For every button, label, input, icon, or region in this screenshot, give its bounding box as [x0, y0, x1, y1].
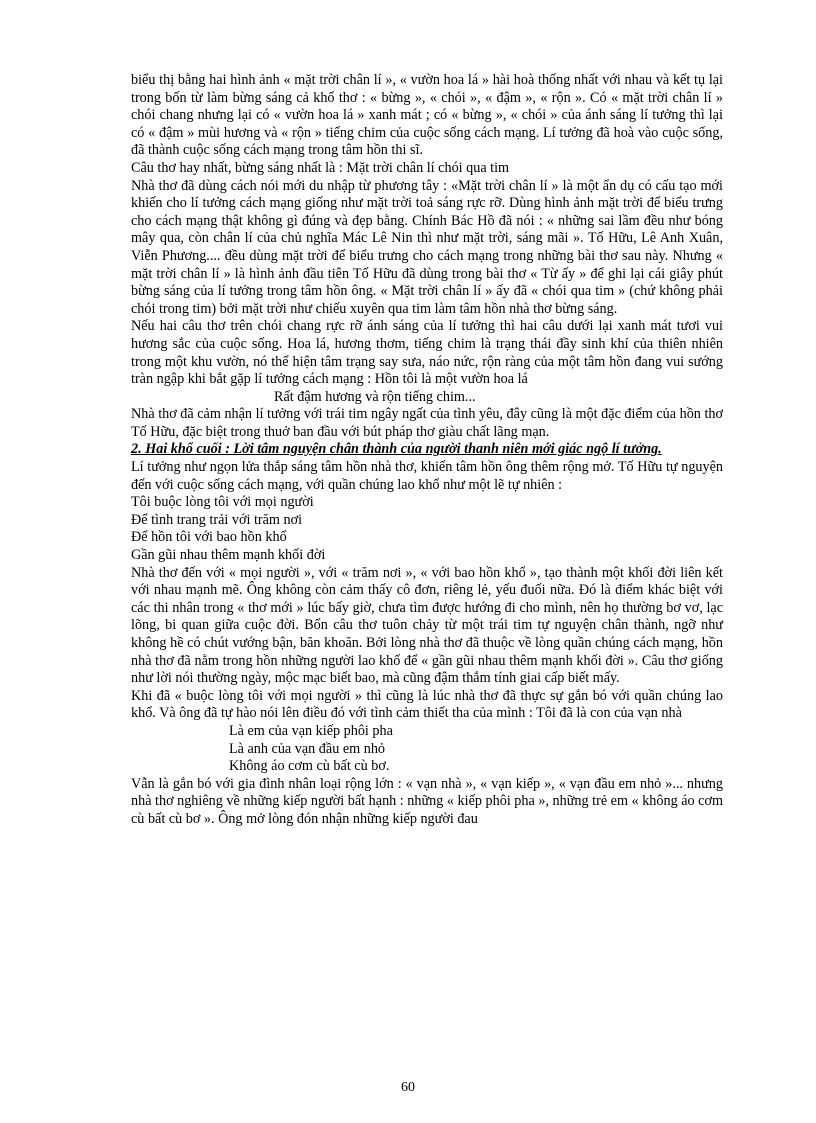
poem-line: Không áo cơm cù bất cù bơ. — [229, 758, 390, 775]
section-heading: 2. Hai khổ cuối : Lời tâm nguyện chân thành của người thanh niên mới giác ngộ lí tưởng. — [131, 441, 662, 458]
paragraph-8: Khi đã « buộc lòng tôi với mọi người » thì cũng là lúc nhà thơ đã thực sự gắn bó với quần chúng lao khổ. Và ông đã tự hào nói lên điều đó với tình cảm thiết tha của mình : Tôi đã là con của vạn nhà — [131, 687, 723, 722]
poem-line: Tôi buộc lòng tôi với mọi người — [131, 494, 314, 511]
paragraph-1: biểu thị bằng hai hình ảnh « mặt trời chân lí », « vườn hoa lá » hài hoà thống nhất với nhau và kết tụ lại trong bốn từ làm bừng sáng cả khổ thơ : « bừng », « chói », « đậm », « rộn ». Có « mặt trời chân lí » chói chang nhưng lại có « vườn hoa lá » xanh mát ; có « bừng », « chói » của ánh sáng lí tưởng thì lại có « đậm » mùi hương và « rộn » tiếng chim của cuộc sống cách mạng. Lí tưởng đã hoà vào cuộc sống, đã thành cuộc sống cách mạng trong tâm hồn thi sĩ. — [131, 72, 723, 159]
poem-line: Để hồn tôi với bao hồn khổ — [131, 529, 287, 546]
paragraph-4: Nếu hai câu thơ trên chói chang rực rỡ ánh sáng của lí tưởng thì hai câu dưới lại xanh mát tươi vui hương sắc của cuộc sống. Hoa lá, hương thơm, tiếng chim là trạng thái đầy sinh khí của thiên nhiên trong một khu vườn, nó thể hiện tâm trạng say sưa, náo nức, rộn ràng của một tâm hồn đang vui sướng tràn ngập khi bắt gặp lí tưởng cách mạng : Hồn tôi là một vườn hoa lá — [131, 318, 723, 388]
page-number: 60 — [401, 1080, 415, 1095]
paragraph-7: Nhà thơ đến với « mọi người », với « trăm nơi », « với bao hồn khổ », tạo thành một khối đời liên kết với nhau mạnh mẽ. Ông không còn cảm thấy cô đơn, riêng lẻ, yếu đuối nữa. Đó là điểm khác biệt với các thi nhân trong « thơ mới » lúc bấy giờ, chưa tìm được hướng đi cho mình, nên họ thường bơ vơ, lạc lõng, bi quan giữa cuộc đời. Bốn câu thơ tuôn chảy từ một trái tim tự nguyện chân thành, ngỡ như không hề có chút vướng bận, băn khoăn. Bởi lòng nhà thơ đã thuộc về lòng quần chúng cách mạng, hồn nhà thơ đã nằm trong hồn những người lao khổ để « gần gũi nhau thêm mạnh khối đời ». Câu thơ giống như lời nói thường ngày, mộc mạc biết bao, mà cũng đậm thắm tính giai cấp biết mấy. — [131, 564, 723, 687]
document-body — [131, 72, 723, 829]
poem-line: Là anh của vạn đầu em nhỏ — [229, 740, 386, 757]
paragraph-6: Lí tưởng như ngọn lửa thắp sáng tâm hồn nhà thơ, khiến tâm hồn ông thêm rộng mở. Tố Hữu tự nguyện đến với cuộc sống cách mạng, với quần chúng lao khổ như một lẽ tự nhiên : — [131, 459, 723, 493]
paragraph-5: Nhà thơ đã cảm nhận lí tưởng với trái tim ngây ngất của tình yêu, đây cũng là một đặc điểm của hồn thơ Tố Hữu, đặc biệt trong thuở ban đầu với bút pháp thơ giàu chất lãng mạn. — [131, 406, 723, 440]
poem-line: Để tình trang trải với trăm nơi — [131, 511, 303, 528]
poem-line: Gần gũi nhau thêm mạnh khối đời — [131, 547, 326, 564]
paragraph-9: Vẫn là gắn bó với gia đình nhân loại rộng lớn : « vạn nhà », « vạn kiếp », « vạn đầu em nhỏ »... nhưng nhà thơ nghiêng về những kiếp người bất hạnh : những « kiếp phôi pha », những trẻ em « không áo cơm cù bất cù bơ ». Ông mở lòng đón nhận những kiếp người đau — [131, 775, 723, 827]
poem-line: Là em của vạn kiếp phôi pha — [229, 722, 393, 739]
paragraph-3: Nhà thơ đã dùng cách nói mới du nhập từ phương tây : «Mặt trời chân lí » là một ẩn dụ có cấu tạo mới khiến cho lí tưởng cách mạng giống như mặt trời toả sáng rực rỡ. Dùng hình ảnh mặt trời để biểu trưng cho cách mạng thật không gì đúng và đẹp bằng. Chính Bác Hồ đã nói : « những sai lầm đều như bóng mây qua, còn chân lí của chủ nghĩa Mác Lê Nin thì như mặt trời, sáng mãi ». Tố Hữu, Lê Anh Xuân, Viễn Phương.... đều dùng mặt trời để biểu trưng cho cách mạng trong những bài thơ sau này. Nhưng « mặt trời chân lí » là hình ảnh đầu tiên Tố Hữu đã dùng trong bài thơ « Từ ấy » để ghi lại cái giây phút bừng sáng của lí tưởng trong tâm hồn ông. « Mặt trời chân lí » ấy đã « chói qua tim » (chứ không phải chói trong tim) bởi mặt trời như chiếu xuyên qua tim làm tâm hồn nhà thơ bừng sáng. — [131, 177, 723, 317]
paragraph-2: Câu thơ hay nhất, bừng sáng nhất là : Mặt trời chân lí chói qua tim — [131, 159, 510, 176]
verse-line: Rất đậm hương và rộn tiếng chim... — [274, 388, 476, 405]
